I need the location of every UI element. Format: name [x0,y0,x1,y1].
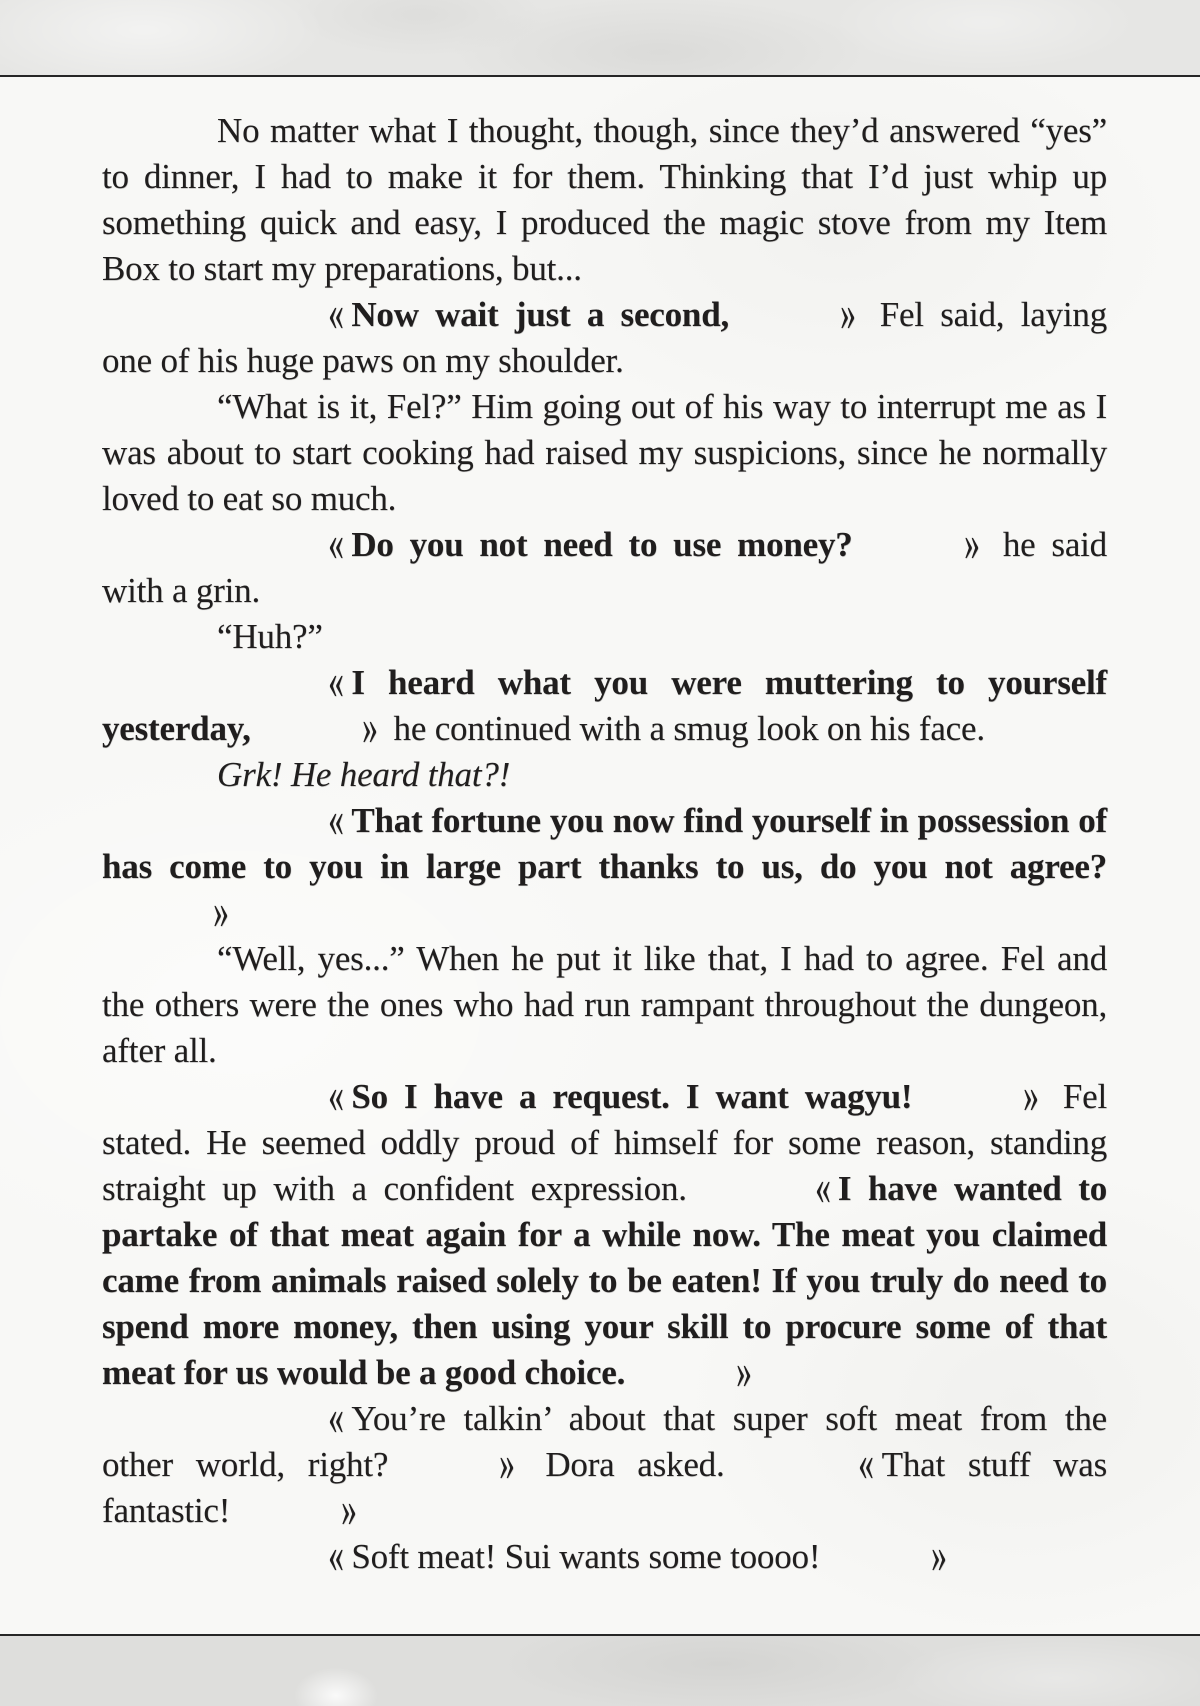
text-segment-bold: « I have wanted to partake of that meat again for a while now. The meat you claimed came from animals raised solely to be eaten! If you truly do need to spend more money, then using your skill to procure some of that meat for us would be a good choice. » [102,1169,1107,1392]
close-double-angle-bracket: » [963,513,980,573]
text-segment-bold: « That fortune you now find yourself in possession of has come to you in large part thanks to us, do you not agree?» [102,801,1107,932]
text-segment-regular: he continued with a smug look on his face. [384,709,985,748]
text-segment-regular: Fel stated. He seemed oddly proud of himself for some reason, standing straight up with a confident expression. [102,1077,1107,1208]
text-segment-regular: “What is it, Fel?” Him going out of his way to interrupt me as I was about to start cooking had raised my suspicions, since he normally loved to eat so much. [102,387,1107,518]
paragraph [102,108,1107,292]
open-double-angle-bracket: « [328,283,344,343]
text-segment-regular: No matter what I thought, though, since they’d answered “yes” to dinner, I had to make it for them. Thinking that I’d just whip up something quick and easy, I produced the magic stove from my Item Box to start my preparations, but... [102,111,1107,288]
open-double-angle-bracket: « [328,1065,344,1125]
text-segment-regular: Fel said, laying one of his huge paws on my shoulder. [102,295,1108,380]
paragraph [102,1525,1107,1585]
text-segment-bold: « I heard what you were muttering to yourself yesterday, » [102,663,1107,748]
text-segment-regular: “Huh?” [217,617,323,656]
paragraph [102,283,1108,384]
open-double-angle-bracket: « [858,1433,875,1493]
paragraph [102,513,1107,614]
open-double-angle-bracket: « [814,1157,831,1217]
close-double-angle-bracket: » [499,1433,515,1493]
text-segment-regular: « Soft meat! Sui wants some toooo! » [217,1537,955,1576]
paragraph [102,789,1107,941]
paragraph [102,1387,1107,1539]
page-bottom-margin [0,1636,1200,1706]
open-double-angle-bracket: « [328,513,344,573]
text-segment-regular: he said with a grin. [102,525,1107,610]
paragraph [102,384,1107,522]
close-double-angle-bracket: » [341,1479,357,1539]
paragraph [102,1065,1107,1401]
text-segment-bold: « So I have a request. I want wagyu! » [217,1077,1047,1116]
close-double-angle-bracket: » [361,697,378,757]
paragraph [102,936,1107,1074]
text-segment-regular: “Well, yes...” When he put it like that, I had to agree. Fel and the others were the ones who had run rampant throughout the dungeon, after all. [102,939,1107,1070]
close-double-angle-bracket: » [213,881,229,941]
close-double-angle-bracket: » [736,1341,752,1401]
text-segment-italic: Grk! He heard that?! [217,755,511,794]
text-segment-bold: « Do you not need to use money? » [217,525,987,564]
close-double-angle-bracket: » [931,1525,947,1585]
close-double-angle-bracket: » [1023,1065,1040,1125]
open-double-angle-bracket: « [328,651,344,711]
page-body [0,77,1200,1634]
text-segment-regular: « You’re talkin’ about that super soft meat from the other world, right? » Dora asked. « That stuff was fantastic! » [102,1399,1107,1530]
text-segment-bold: « Now wait just a second, » [217,295,863,334]
text-block [102,108,1108,1585]
paragraph [102,651,1107,757]
page-top-margin [0,0,1200,75]
open-double-angle-bracket: « [328,789,344,849]
open-double-angle-bracket: « [328,1387,344,1447]
open-double-angle-bracket: « [328,1525,344,1585]
close-double-angle-bracket: » [840,283,856,343]
